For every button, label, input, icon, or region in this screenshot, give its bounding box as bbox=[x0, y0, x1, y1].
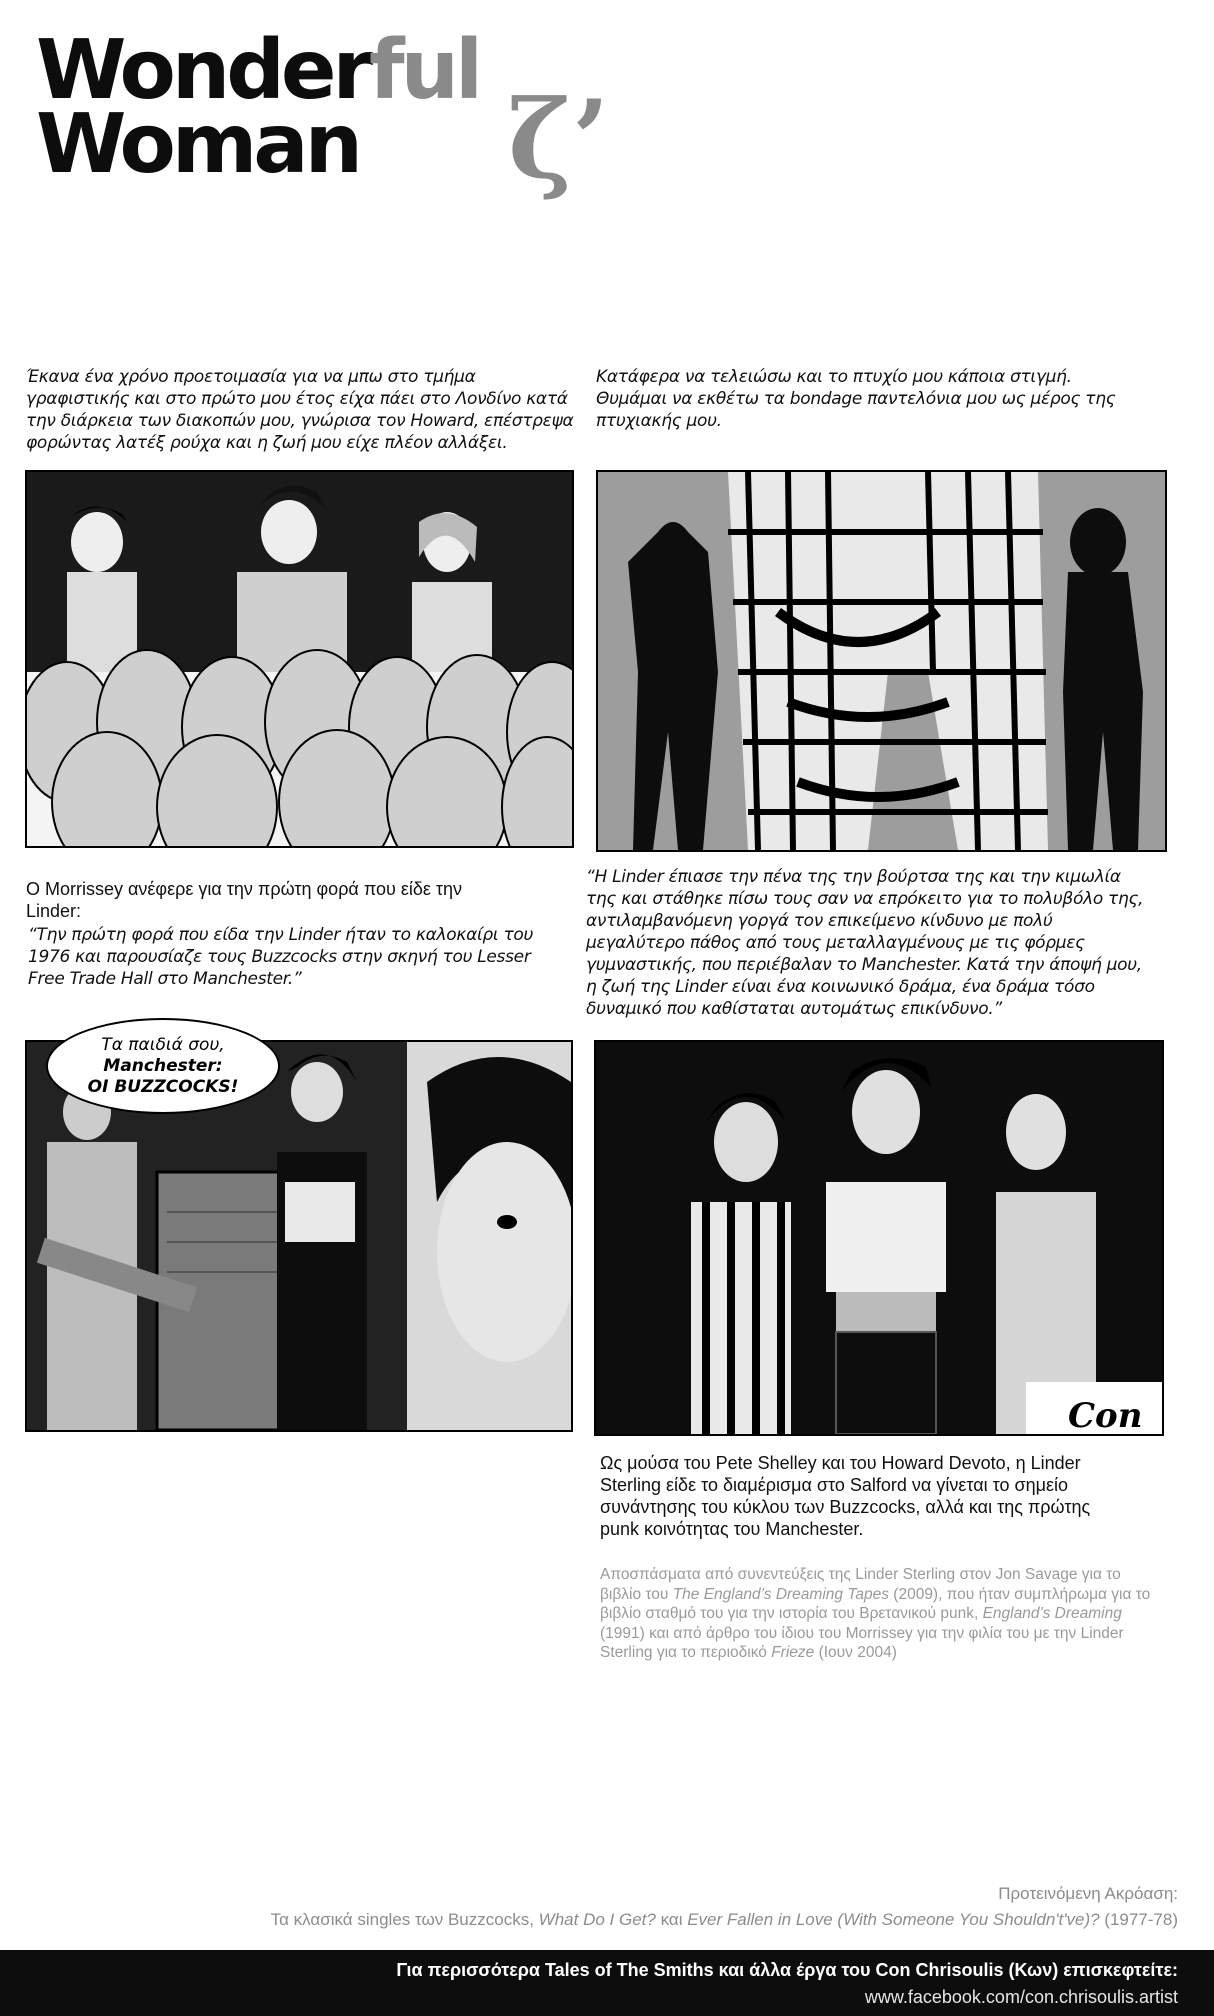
panel-friends bbox=[594, 1040, 1164, 1436]
caption-mid-left-intro: Ο Morrissey ανέφερε για την πρώτη φορά που είδε την Linder: bbox=[26, 879, 463, 921]
title-zeta: ζ’ bbox=[508, 77, 610, 203]
listening-prefix: Τα κλασικά singles των Buzzcocks, bbox=[270, 1910, 539, 1929]
panel-bondage bbox=[596, 470, 1167, 852]
listening-song-2: Ever Fallen in Love (With Someone You Shouldn't've)? bbox=[687, 1910, 1100, 1929]
sources-text-2: (2009), που ήταν συμπλήρωμα για το βιβλίο σταθμό του για την ιστορία του Βρετανικού punk, bbox=[600, 1585, 1151, 1622]
footer-line-1: Για περισσότερα Tales of The Smiths και άλλα έργα του Con Chrisoulis (Κων) επισκεφτείτε: bbox=[396, 1960, 1178, 1980]
listening-years: (1977-78) bbox=[1099, 1910, 1178, 1929]
sources-text-1: Αποσπάσματα από συνεντεύξεις της Linder Sterling στον Jon Savage για το βιβλίο του bbox=[600, 1566, 1121, 1603]
bubble-line-3: ΟΙ BUZZCOCKS! bbox=[87, 1076, 239, 1097]
listening-song-1: What Do I Get? bbox=[538, 1910, 656, 1929]
bubble-line-1: Τα παιδιά σου, bbox=[101, 1034, 225, 1055]
listening-and: και bbox=[655, 1910, 688, 1929]
sources-magazine: Frieze bbox=[771, 1644, 815, 1661]
footer-url-link[interactable]: www.facebook.com/con.chrisoulis.artist bbox=[864, 1987, 1178, 2007]
listening-line bbox=[271, 1910, 1178, 1930]
title-word-black: Wonder bbox=[36, 23, 369, 118]
panel-concert bbox=[25, 470, 574, 848]
speech-bubble bbox=[46, 1018, 280, 1114]
sources-book-1: The England’s Dreaming Tapes bbox=[672, 1585, 889, 1603]
footer-bar bbox=[0, 1950, 1214, 2016]
listening-label: Προτεινόμενη Ακρόαση: bbox=[998, 1884, 1178, 1903]
caption-top-left: Έκανα ένα χρόνο προετοιμασία για να μπω στο τμήμα γραφιστικής και στο πρώτο μου έτος είχα πάει στο Λονδίνο κατά την διάρκεια των διακοπών μου, γνώρισα τον Howard, επέστρεψα φορώντας λατέξ ρούχα και η ζωή μου είχε πλέον αλλάξει. bbox=[26, 367, 574, 453]
caption-bottom-right: Ως μούσα του Pete Shelley και του Howard Devoto, η Linder Sterling είδε το διαμέρισμα στο Salford να γίνεται το σημείο συνάντησης του κύκλου των Buzzcocks, αλλά και της πρώτης punk κοινότητας του Manchester. bbox=[600, 1453, 1091, 1539]
caption-mid-left-quote: “Την πρώτη φορά που είδα την Linder ήταν το καλοκαίρι του 1976 και παρουσίαζε τους Buzzcocks στην σκηνή του Lesser Free Trade Hall στο Manchester.” bbox=[28, 925, 534, 989]
sources-note bbox=[600, 1565, 1152, 1663]
title-word-woman: Woman bbox=[36, 97, 360, 192]
bubble-line-2: Manchester: bbox=[103, 1055, 223, 1076]
title-word-grey: ful bbox=[369, 23, 480, 118]
title-line-2 bbox=[36, 97, 479, 192]
page-title bbox=[36, 23, 480, 192]
sources-text-3: (1991) και από άρθρο του ίδιου του Morrissey για την φιλία του με την Linder Sterling για το περιοδικό bbox=[600, 1624, 1124, 1661]
caption-mid-right-quote: “Η Linder έπιασε την πένα της την βούρτσα της και την κιμωλία της και στάθηκε πίσω τους σαν να επρόκειτο για το πολυβόλο της, αντιλαμβανόμενη γοργά τον επικείμενο κίνδυνο με πολύ μεγαλύτερο πάθος από τους μεταλλαγμένους με τις φόρμες γυμναστικής, που περιέβαλαν το Manchester. Κατά την άποψή μου, η ζωή της Linder είναι ένα κοινωνικό δράμα, ένα δράμα τόσο δυναμικό που καθίσταται αυτομάτως επικίνδυνο.” bbox=[586, 867, 1144, 1019]
caption-top-right: Κατάφερα να τελειώσω και το πτυχίο μου κάποια στιγμή. Θυμάμαι να εκθέτω τα bondage παντελόνια μου ως μέρος της πτυχιακής μου. bbox=[596, 367, 1116, 431]
sources-text-4: (Ιουν 2004) bbox=[814, 1644, 897, 1661]
sources-book-2: England’s Dreaming bbox=[982, 1605, 1122, 1622]
artist-signature: Con bbox=[1068, 1396, 1143, 1436]
